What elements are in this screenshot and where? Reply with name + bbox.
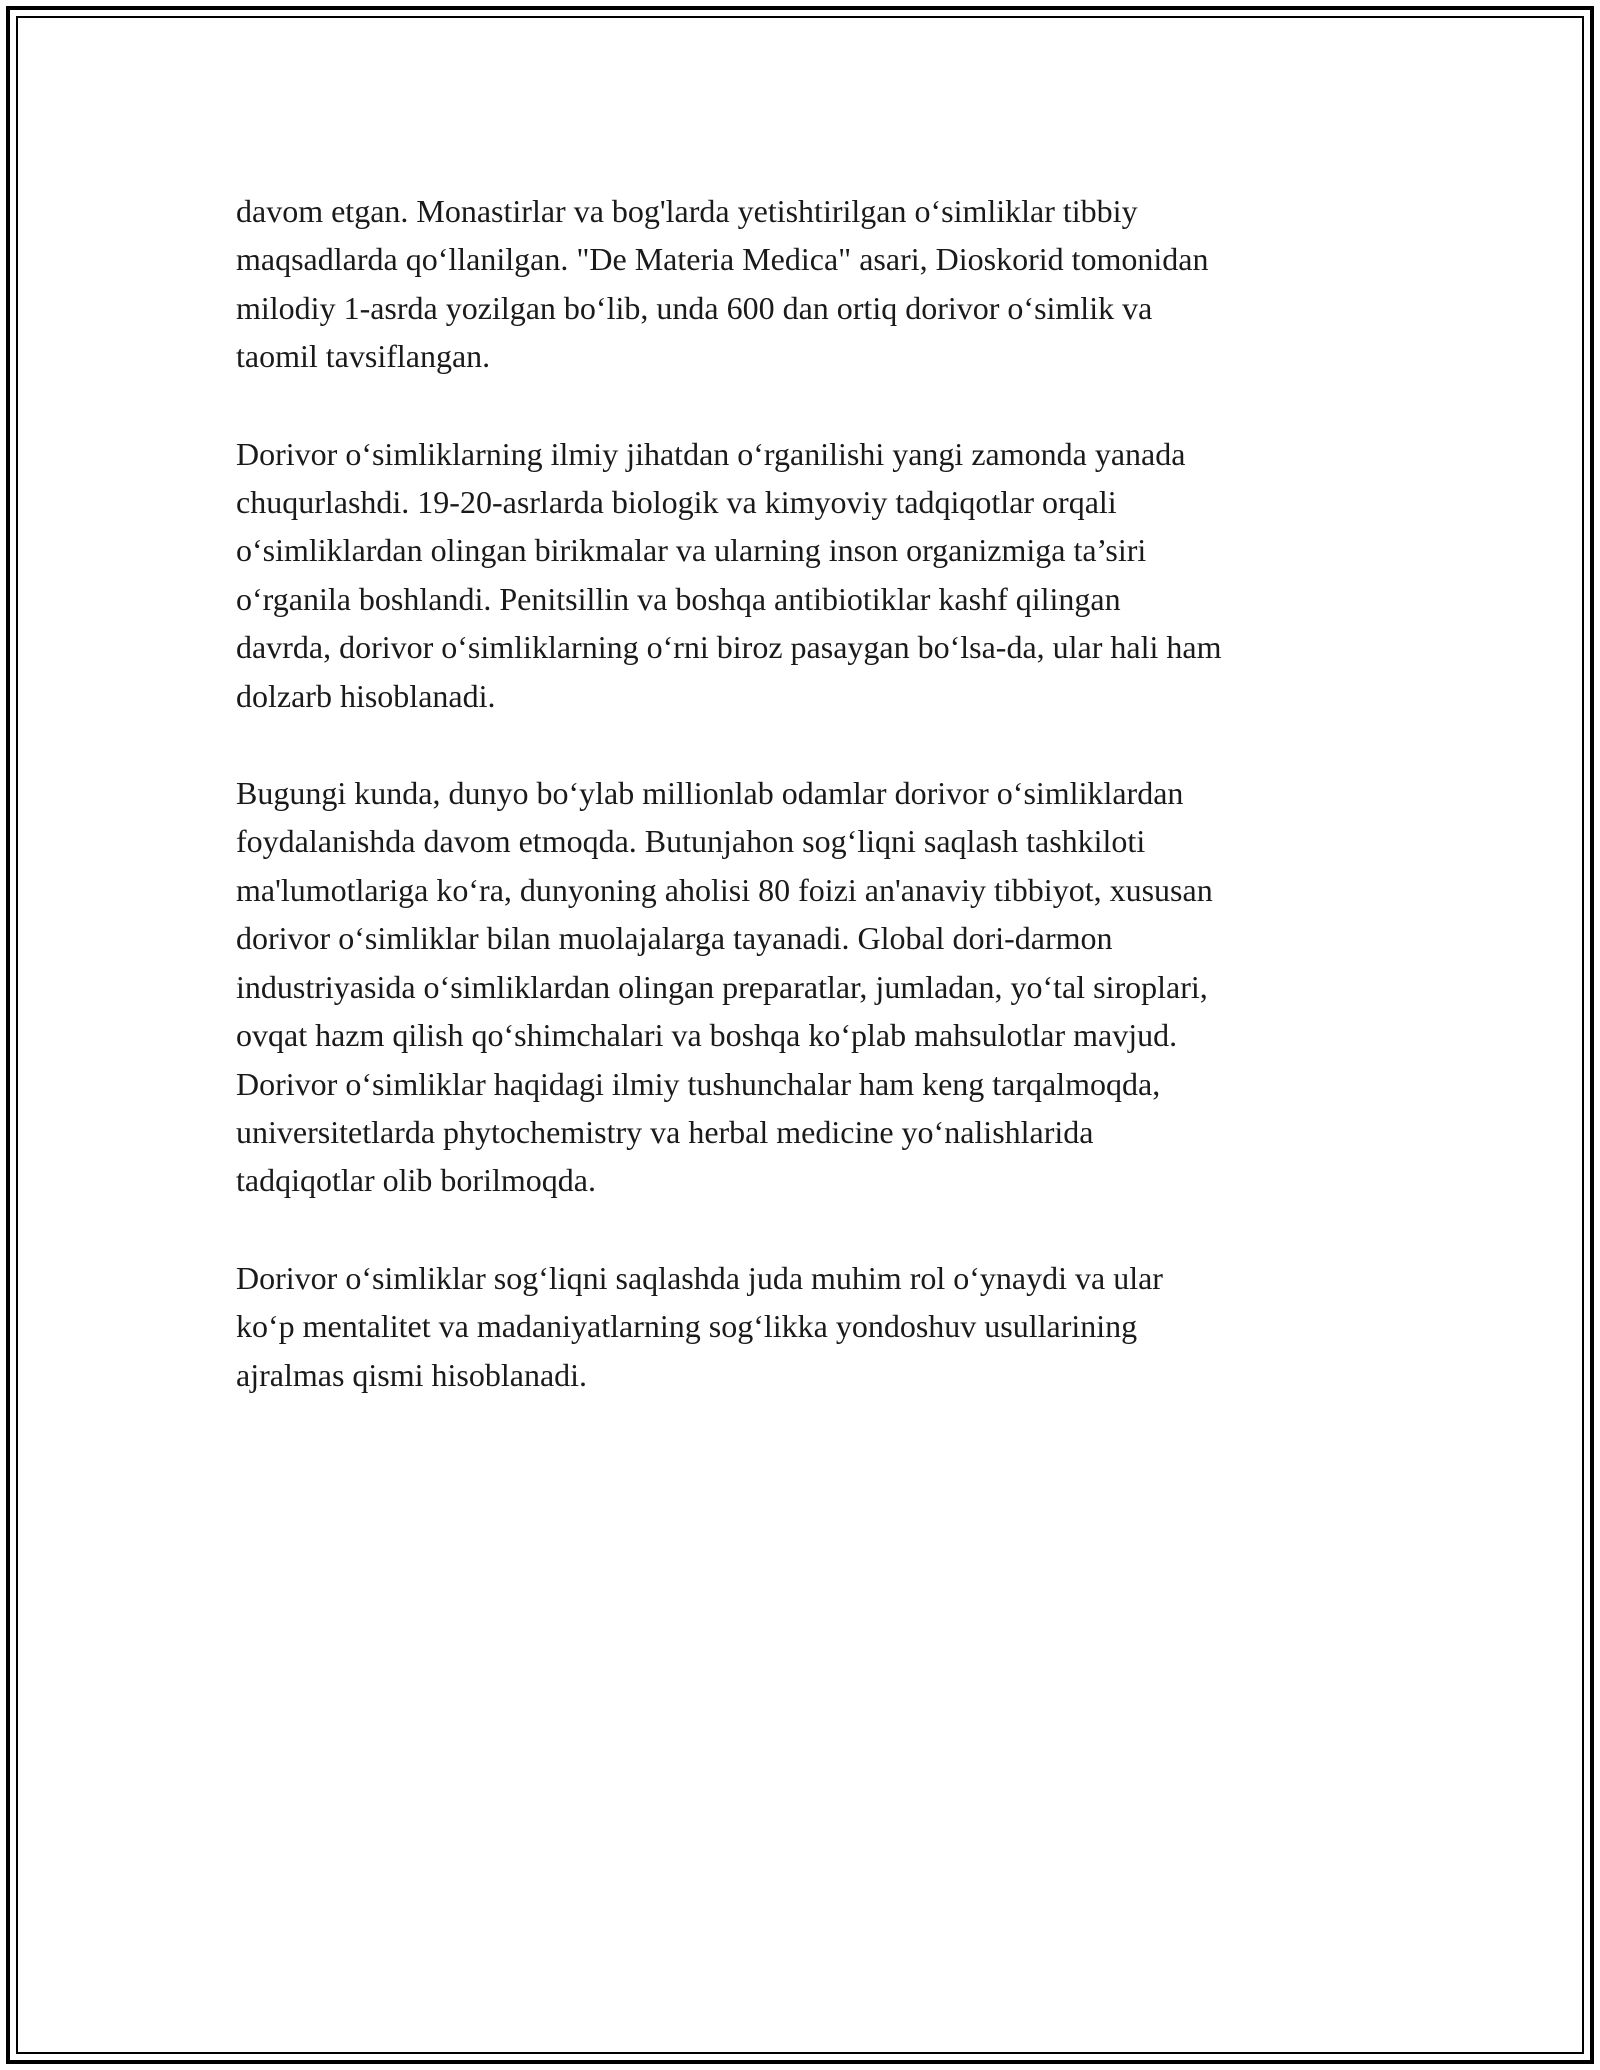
paragraph-line: ko‘p mentalitet va madaniyatlarning sog‘likka yondoshuv usullarining [236, 1308, 1138, 1345]
paragraph-line: o‘simliklardan olingan birikmalar va ularning inson organizmiga ta’siri [236, 532, 1147, 569]
paragraph-line: foydalanishda davom etmoqda. Butunjahon sog‘liqni saqlash tashkiloti [236, 823, 1146, 860]
paragraph-line: universitetlarda phytochemistry va herbal medicine yo‘nalishlarida [236, 1113, 1094, 1150]
paragraph-line: dorivor o‘simliklar bilan muolajalarga tayanadi. Global dori-darmon [236, 920, 1113, 957]
paragraph-line: Dorivor o‘simliklarning ilmiy jihatdan o‘rganilishi yangi zamonda yanada [236, 435, 1186, 472]
paragraph-line: davom etgan. Monastirlar va bog'larda yetishtirilgan o‘simliklar tibbiy [236, 193, 1138, 229]
paragraph-line: ovqat hazm qilish qo‘shimchalari va boshqa ko‘plab mahsulotlar mavjud. [236, 1017, 1178, 1054]
paragraph-line: maqsadlarda qo‘llanilgan. "De Materia Medica" asari, Dioskorid tomonidan [236, 241, 1209, 278]
paragraph-1 [236, 187, 1386, 381]
paragraph-line: milodiy 1-asrda yozilgan bo‘lib, unda 600 dan ortiq dorivor o‘simlik va [236, 289, 1153, 326]
paragraph-line: davrda, dorivor o‘simliklarning o‘rni biroz pasaygan bo‘lsa-da, ular hali ham [236, 629, 1222, 666]
paragraph-line: taomil tavsiflangan. [236, 338, 491, 375]
paragraph-line: dolzarb hisoblanadi. [236, 677, 496, 714]
paragraph-line: industriyasida o‘simliklardan olingan preparatlar, jumladan, yo‘tal siroplari, [236, 968, 1208, 1005]
paragraph-4 [236, 1254, 1386, 1399]
paragraph-line: Bugungi kunda, dunyo bo‘ylab millionlab odamlar dorivor o‘simliklardan [236, 775, 1184, 812]
paragraph-line: ma'lumotlariga ko‘ra, dunyoning aholisi 80 foizi an'anaviy tibbiyot, xususan [236, 871, 1213, 908]
paragraph-line: Dorivor o‘simliklar sog‘liqni saqlashda juda muhim rol o‘ynaydi va ular [236, 1259, 1163, 1296]
paragraph-line: ajralmas qismi hisoblanadi. [236, 1356, 588, 1393]
paragraph-line: chuqurlashdi. 19-20-asrlarda biologik va kimyoviy tadqiqotlar orqali [236, 484, 1117, 521]
paragraph-line: o‘rganila boshlandi. Penitsillin va boshqa antibiotiklar kashf qilingan [236, 580, 1121, 617]
paragraph-3 [236, 769, 1386, 1205]
paragraph-2 [236, 430, 1386, 720]
document-body [236, 187, 1386, 1448]
paragraph-line: Dorivor o‘simliklar haqidagi ilmiy tushunchalar ham keng tarqalmoqda, [236, 1065, 1161, 1102]
paragraph-line: tadqiqotlar olib borilmoqda. [236, 1162, 596, 1199]
